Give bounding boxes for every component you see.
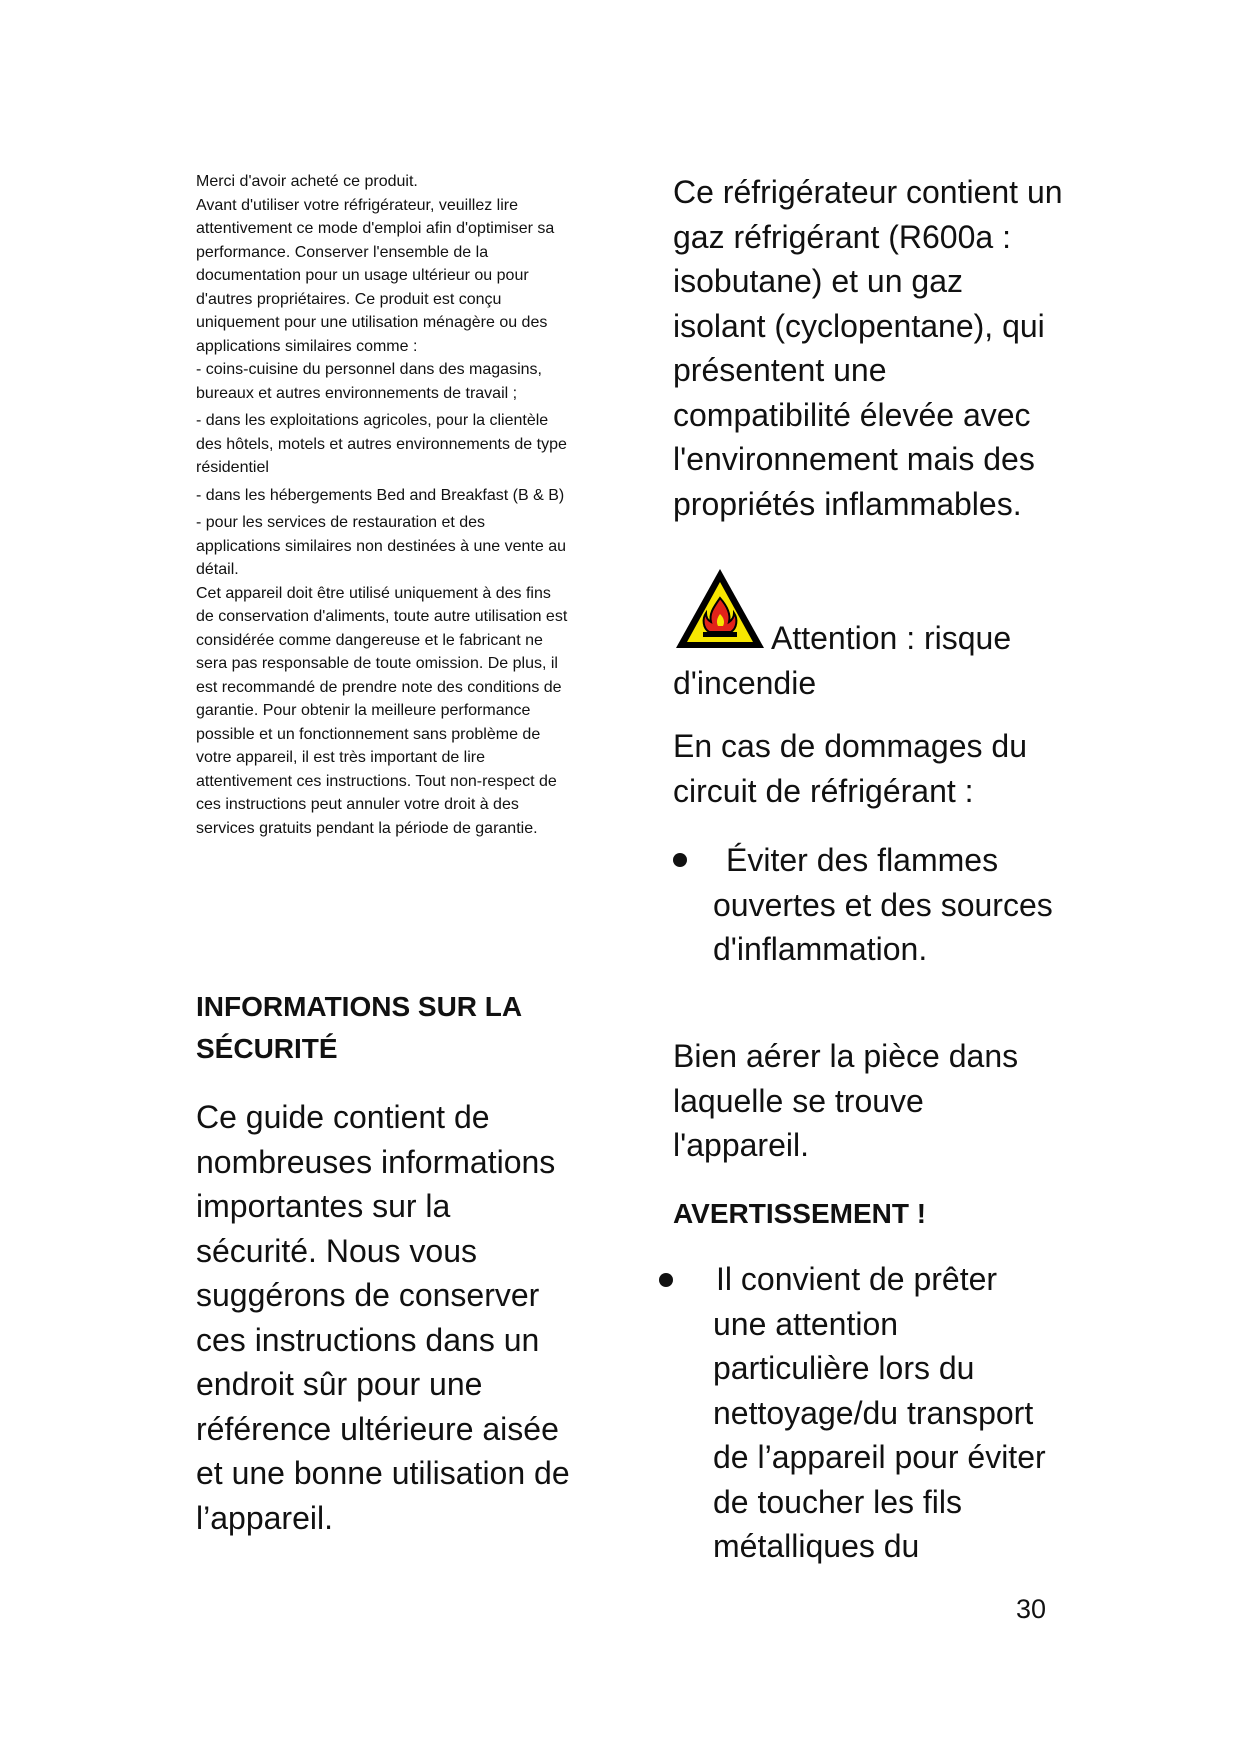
damage-intro: En cas de dommages du circuit de réfrigérant :: [673, 728, 1027, 809]
intro-item-staff-kitchen: - coins-cuisine du personnel dans des magasins, bureaux et autres environnements de travail ;: [196, 361, 542, 402]
intro-usage: Avant d'utiliser votre réfrigérateur, veuillez lire attentivement ce mode d'emploi afin d'optimiser sa performance. Conserver l'ensemble de la documentation pour un usage ultérieur ou pour d'autres propriétaires. Ce produit est conçu uniquement pour une utilisation ménagère ou des applications similaires comme :: [196, 196, 555, 355]
intro-item-farms-hotels: - dans les exploitations agricoles, pour la clientèle des hôtels, motels et autres environnements de type résidentiel: [196, 412, 567, 476]
bullet-text-flames: Éviter des flammes ouvertes et des sources d'inflammation.: [713, 842, 1053, 967]
page-number: 30: [1016, 1594, 1047, 1624]
bullet-dot-icon: [659, 1273, 673, 1287]
ventilate-paragraph: Bien aérer la pièce dans laquelle se trouve l'appareil.: [673, 1038, 1019, 1163]
fire-risk-text: Attention : risque d'incendie: [673, 620, 1012, 701]
refrigerant-paragraph: Ce réfrigérateur contient un gaz réfrigérant (R600a : isobutane) et un gaz isolant (cyclopentane), qui présentent une compatibilité élevée avec l'environnement mais des propriétés inflammables.: [673, 174, 1063, 522]
bullet-item-cleaning: [659, 1257, 1079, 1567]
intro-item-catering: - pour les services de restauration et des applications similaires non destinées à une vente au détail.: [196, 514, 567, 578]
intro-item-bed-breakfast: - dans les hébergements Bed and Breakfast (B & B): [196, 486, 565, 504]
bullet-item-flames: [673, 838, 1093, 1018]
intro-conservation: Cet appareil doit être utilisé uniquement à des fins de conservation d'aliments, toute autre utilisation est considérée comme dangereuse et le fabricant ne sera pas responsable de toute omission. De plus, il est recommandé de prendre note des conditions de garantie. Pour obtenir la meilleure performance possible et un fonctionnement sans problème de votre appareil, il est très important de lire attentivement ces instructions. Tout non-respect de ces instructions peut annuler votre droit à des services gratuits pendant la période de garantie.: [196, 584, 568, 837]
bullet-dot-icon: [673, 853, 687, 867]
safety-heading: INFORMATIONS SUR LA SÉCURITÉ: [196, 991, 522, 1064]
bullet-text-cleaning: Il convient de prêter une attention particulière lors du nettoyage/du transport de l’appareil pour éviter de toucher les fils métalliques du: [713, 1261, 1046, 1564]
avertissement-heading: AVERTISSEMENT !: [673, 1198, 927, 1229]
intro-thanks: Merci d'avoir acheté ce produit.: [196, 173, 418, 190]
safety-paragraph: Ce guide contient de nombreuses informations importantes sur la sécurité. Nous vous suggérons de conserver ces instructions dans un endroit sûr pour une référence ultérieure aisée et une bonne utilisation de l’appareil.: [196, 1099, 570, 1536]
intro-text: [196, 170, 572, 840]
